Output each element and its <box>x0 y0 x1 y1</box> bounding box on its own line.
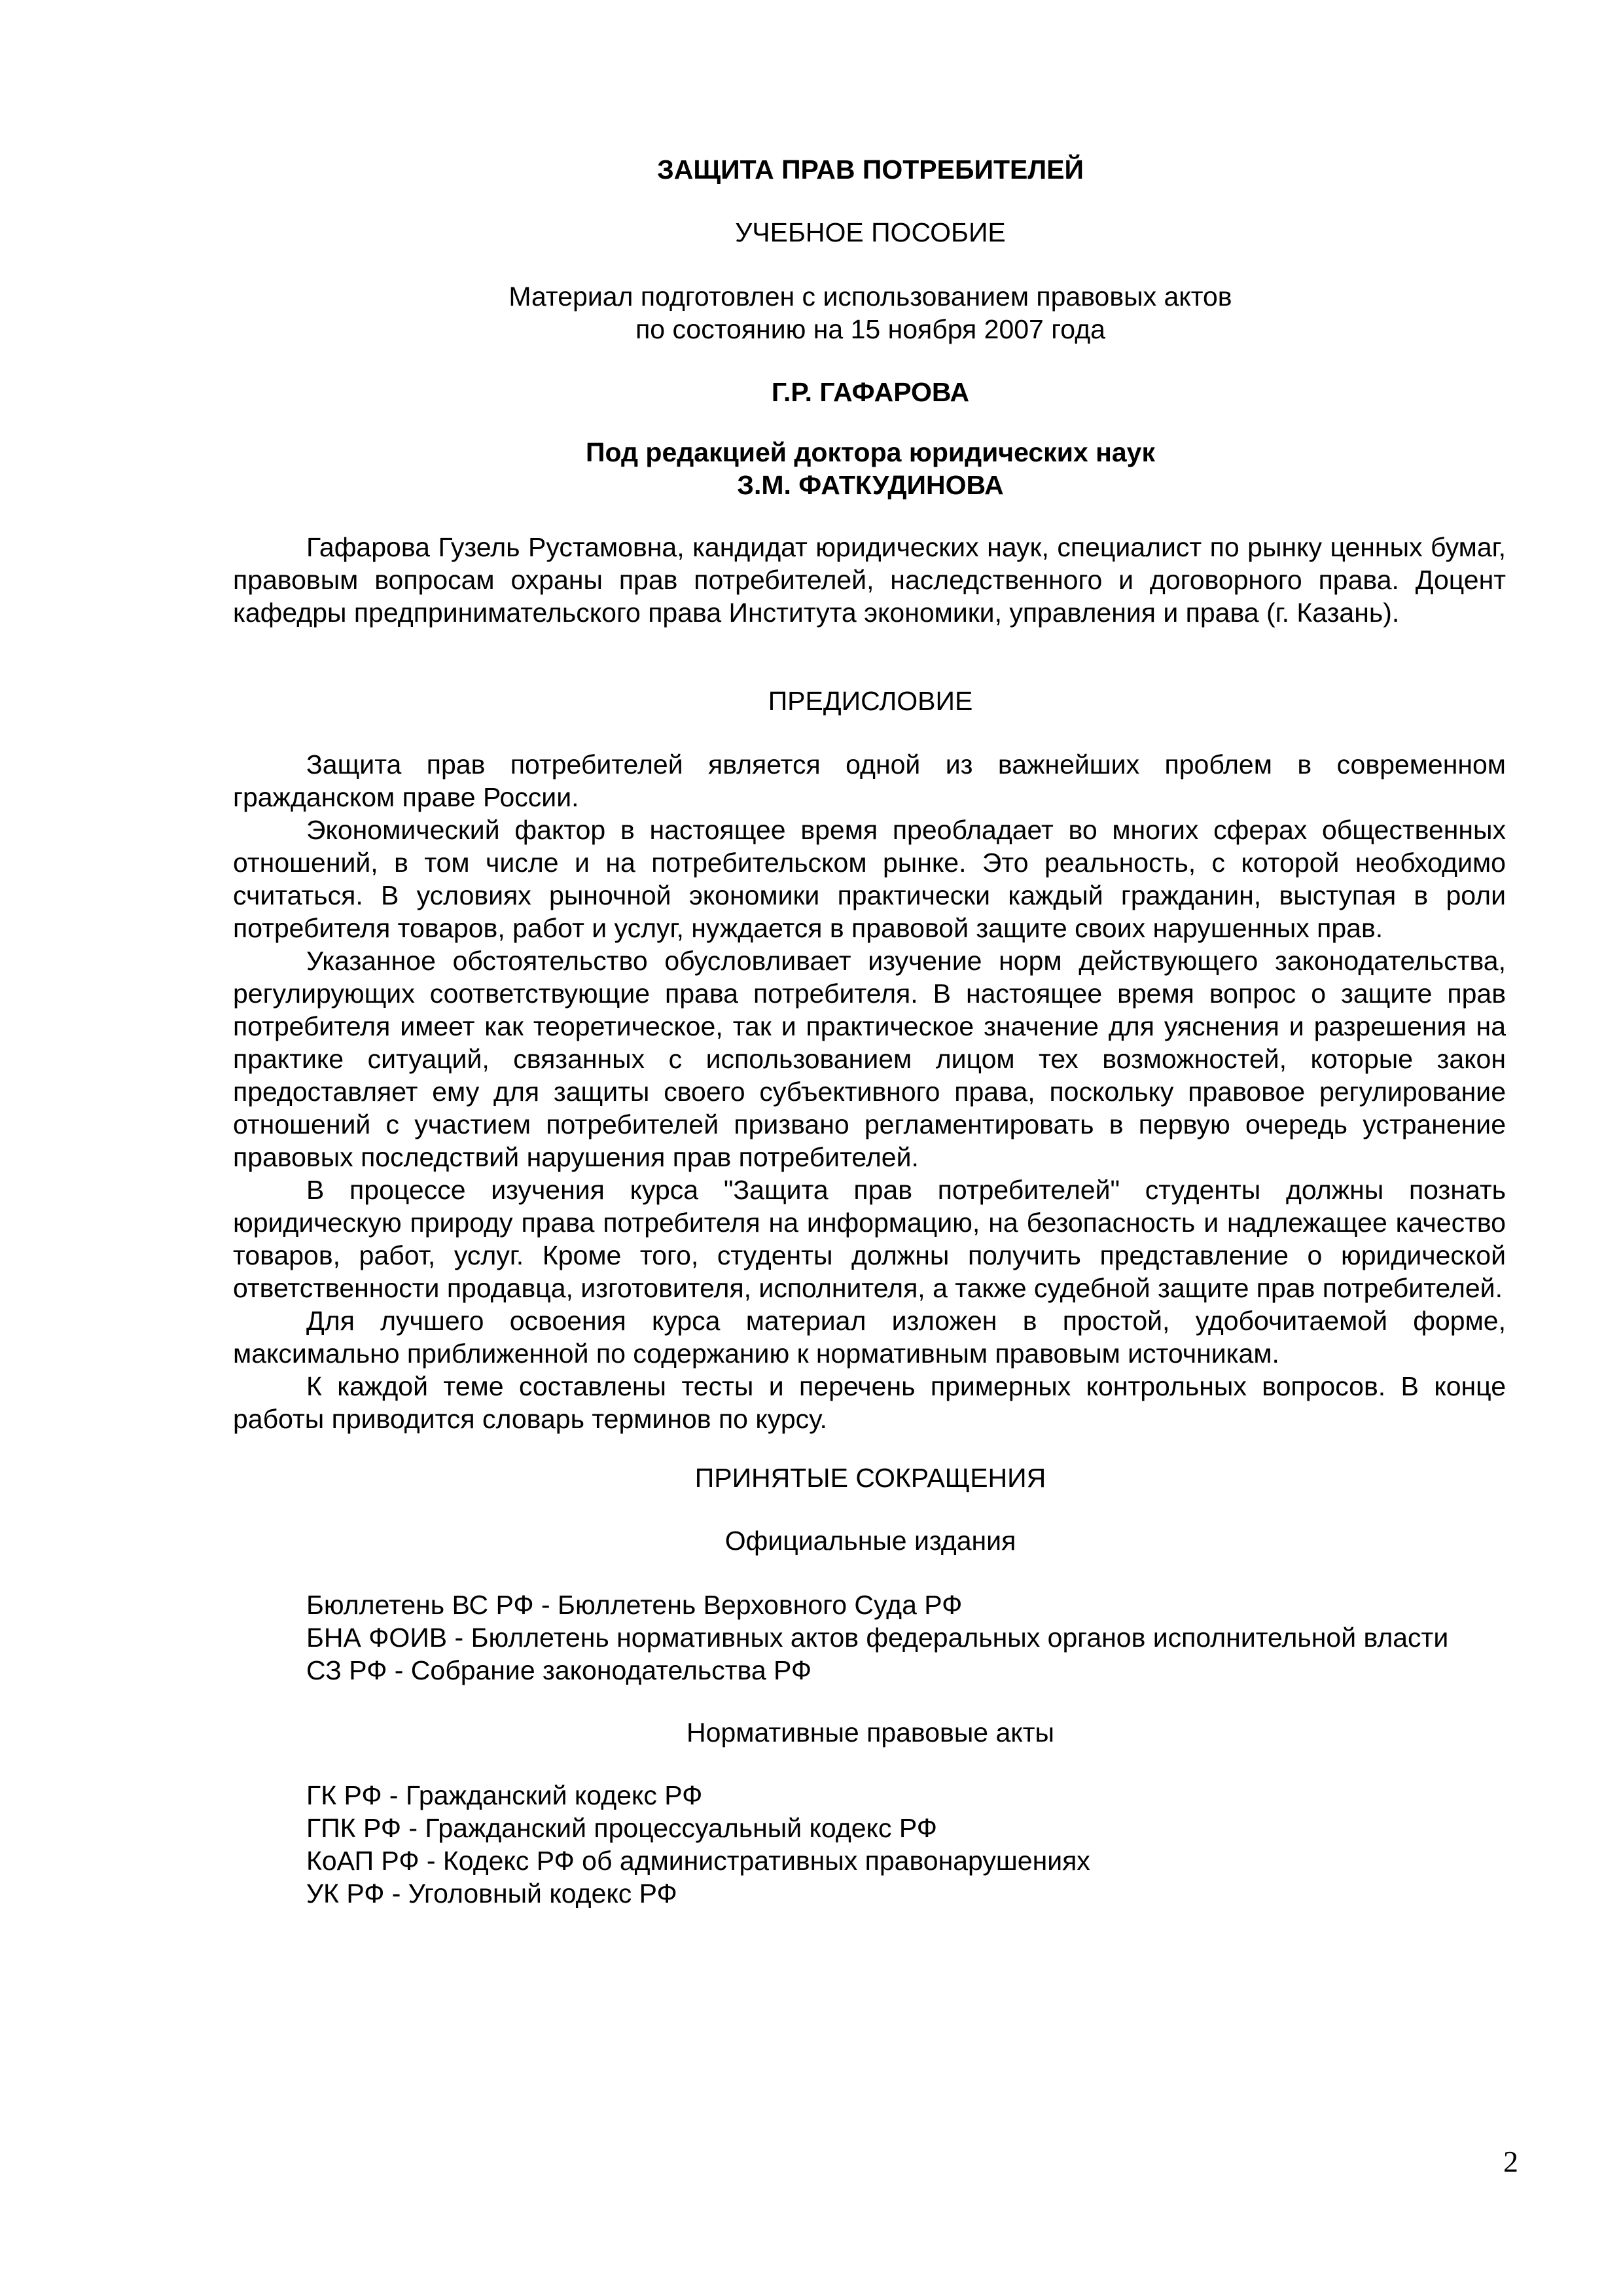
preface-paragraph: В процессе изучения курса "Защита прав потребителей" студенты должны познать юридическую природу права потребителя на информацию, на безопасность и надлежащее качество товаров, работ, услуг. Кроме того, студенты должны получить представление о юридической ответственности продавца, изготовителя, исполнителя, а также судебной защите прав потребителей. <box>233 1175 1506 1303</box>
preface-heading: ПРЕДИСЛОВИЕ <box>768 686 973 716</box>
list-item: УК РФ - Уголовный кодекс РФ <box>306 1878 677 1909</box>
list-item: СЗ РФ - Собрание законодательства РФ <box>306 1655 812 1685</box>
official-publications-heading: Официальные издания <box>724 1526 1016 1556</box>
material-note <box>236 280 1505 346</box>
list-item: ГПК РФ - Гражданский процессуальный кодекс РФ <box>306 1813 937 1843</box>
normative-acts-heading: Нормативные правовые акты <box>687 1717 1054 1748</box>
list-item: БНА ФОИВ - Бюллетень нормативных актов федеральных органов исполнительной власти <box>306 1623 1449 1653</box>
official-publications-list <box>306 1588 1517 1687</box>
preface-paragraph: Для лучшего освоения курса материал изложен в простой, удобочитаемой форме, максимально приближенной по содержанию к нормативным правовым источникам. <box>233 1306 1506 1369</box>
editor-line: Под редакцией доктора юридических наук <box>586 437 1155 467</box>
preface-paragraph: Защита прав потребителей является одной из важнейших проблем в современном гражданском праве России. <box>233 749 1506 812</box>
preface-paragraph: Указанное обстоятельство обусловливает изучение норм действующего законодательства, регулирующих соответствующие права потребителя. В настоящее время вопрос о защите прав потребителя имеет как теоретическое, так и практическое значение для уяснения и разрешения на практике ситуаций, связанных с использованием лицом тех возможностей, которые закон предоставляет ему для защиты своего субъективного права, поскольку правовое регулирование отношений с участием потребителей призвано регламентировать в первую очередь устранение правовых последствий нарушения прав потребителей. <box>233 946 1506 1172</box>
author-bio-paragraph: Гафарова Гузель Рустамовна, кандидат юридических наук, специалист по рынку ценных бумаг, правовым вопросам охраны прав потребителей, наследственного и договорного права. Доцент кафедры предпринимательского права Института экономики, управления и права (г. Казань). <box>233 532 1506 628</box>
material-note-line: Материал подготовлен с использованием правовых актов <box>508 281 1232 312</box>
list-item: КоАП РФ - Кодекс РФ об административных правонарушениях <box>306 1846 1090 1876</box>
normative-acts-list <box>306 1779 1517 1910</box>
list-item: Бюллетень ВС РФ - Бюллетень Верховного Суда РФ <box>306 1590 963 1620</box>
page-number: 2 <box>1503 2145 1518 2178</box>
preface-body <box>233 748 1506 1435</box>
editor-name: З.М. ФАТКУДИНОВА <box>737 470 1004 500</box>
author-name: Г.Р. ГАФАРОВА <box>771 377 970 407</box>
editor-block <box>236 436 1505 501</box>
document-title: ЗАЩИТА ПРАВ ПОТРЕБИТЕЛЕЙ <box>657 154 1084 185</box>
document-subtitle: УЧЕБНОЕ ПОСОБИЕ <box>735 217 1006 247</box>
preface-paragraph: Экономический фактор в настоящее время преобладает во многих сферах общественных отношений, в том числе и на потребительском рынке. Это реальность, с которой необходимо считаться. В условиях рыночной экономики практически каждый гражданин, выступая в роли потребителя товаров, работ и услуг, нуждается в правовой защите своих нарушенных прав. <box>233 815 1506 943</box>
author-bio <box>233 531 1506 629</box>
preface-paragraph: К каждой теме составлены тесты и перечень примерных контрольных вопросов. В конце работы приводится словарь терминов по курсу. <box>233 1371 1506 1434</box>
material-note-line: по состоянию на 15 ноября 2007 года <box>635 314 1105 344</box>
abbreviations-heading: ПРИНЯТЫЕ СОКРАЩЕНИЯ <box>694 1463 1046 1493</box>
list-item: ГК РФ - Гражданский кодекс РФ <box>306 1780 703 1810</box>
